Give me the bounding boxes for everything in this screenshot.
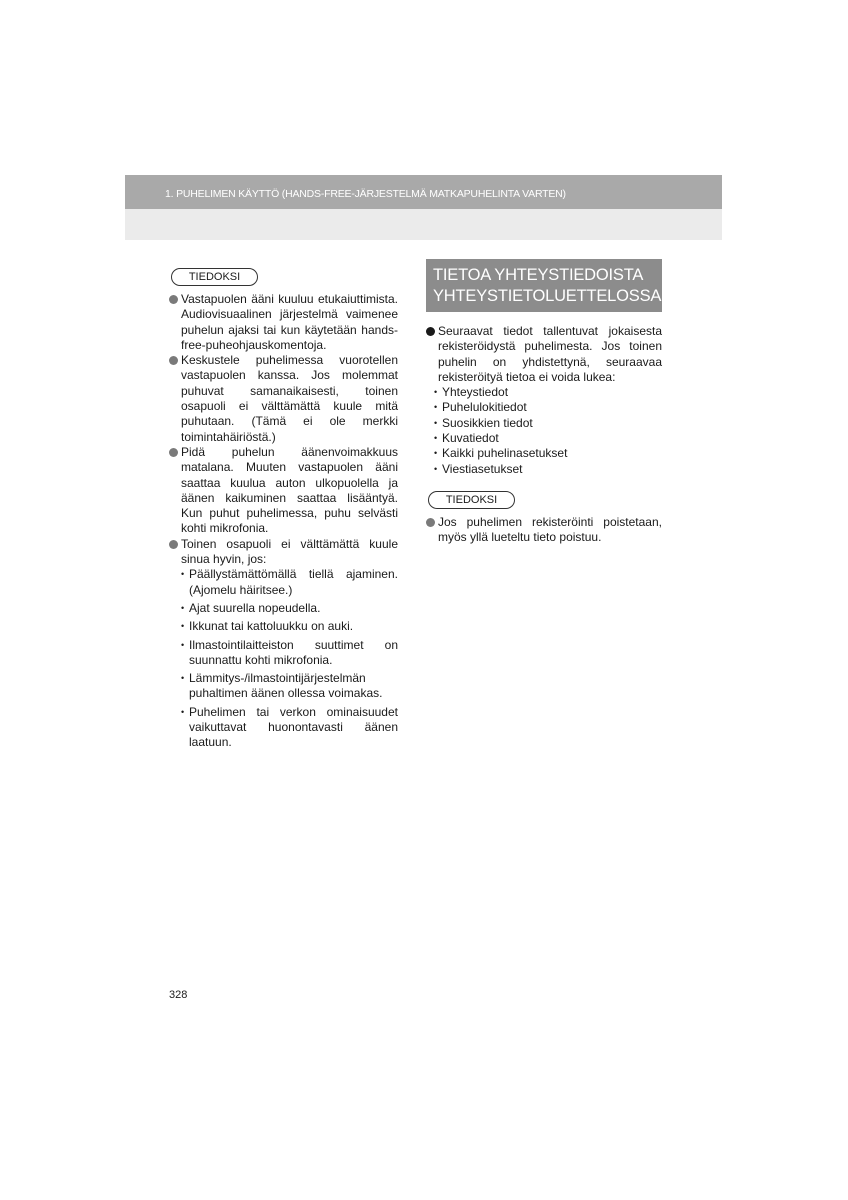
list-item: • Puhelulokitiedot [434,400,662,415]
bullet-text: Seuraavat tiedot tallentuvat jokaisesta rekisteröidystä puhelimesta. Jos toinen puhelin on yhdistettynä, seuraavaa rekisteröityä tietoa ei voida lukea: [438,324,662,384]
bullet-dot-icon [169,295,178,304]
bullet-dot-icon [426,518,435,527]
tiedoksi-tag: TIEDOKSI [428,491,515,509]
right-column [426,259,662,546]
bullet-text: Jos puhelimen rekisteröinti poistetaan, myös yllä lueteltu tieto poistuu. [438,514,662,545]
tiedoksi-tag: TIEDOKSI [171,268,258,286]
condition-list [169,567,398,750]
list-item: • Ikkunat tai kattoluukku on auki. [181,619,398,634]
bullet-text: Toinen osapuoli ei välttämättä kuule sinua hyvin, jos: [181,536,398,567]
bullet-text: Vastapuolen ääni kuuluu etukaiuttimista. Audiovisuaalinen järjestelmä vaimenee puhelun ajaksi tai kun käytetään hands-free-puheohjauskomentoja. [181,292,398,352]
bullet-dot-icon [426,327,435,336]
bullet-item [169,292,398,353]
list-item: • Lämmitys-/ilmastointijärjestelmän puhaltimen äänen ollessa voimakas. [181,671,398,702]
bullet-dot-icon [169,448,178,457]
list-item: • Suosikkien tiedot [434,416,662,431]
bullet-item [169,445,398,537]
list-item: • Ajat suurella nopeudella. [181,601,398,616]
bullet-text: Pidä puhelun äänenvoimakkuus matalana. Muuten vastapuolen ääni saattaa kuulua auton ulkopuolella ja äänen kaikuminen saattaa lisääntyä. Kun puhut puhelimessa, puhu selvästi kohti mikrofonia. [181,444,398,536]
bullet-dot-icon [169,540,178,549]
bullet-item [169,537,398,568]
header-bar [125,175,722,209]
list-item: • Viestiasetukset [434,462,662,477]
list-item: • Päällystämättömällä tiellä ajaminen. (Ajomelu häiritsee.) [181,567,398,598]
list-item: • Ilmastointilaitteiston suuttimet on suunnattu kohti mikrofonia. [181,638,398,669]
chapter-title: 1. PUHELIMEN KÄYTTÖ (HANDS-FREE-JÄRJESTELMÄ MATKAPUHELINTA VARTEN) [165,188,566,200]
header-band [125,175,722,240]
bullet-item [426,515,662,546]
list-item: • Yhteystiedot [434,385,662,400]
bullet-text: Keskustele puhelimessa vuorotellen vastapuolen kanssa. Jos molemmat puhuvat samanaikaisesti, toinen osapuoli ei välttämättä kuule mitä puhutaan. (Tämä ei ole merkki toimintahäiriöstä.) [181,353,398,444]
bullet-item [169,353,398,445]
stored-data-list [426,385,662,477]
list-item: • Kaikki puhelinasetukset [434,446,662,461]
list-item: • Kuvatiedot [434,431,662,446]
section-title: TIETOA YHTEYSTIEDOISTA YHTEYSTIETOLUETTELOSSA [426,259,662,312]
list-item: • Puhelimen tai verkon ominaisuudet vaikuttavat huonontavasti äänen laatuun. [181,705,398,751]
bullet-dot-icon [169,356,178,365]
left-column [169,268,398,754]
bullet-item [426,324,662,385]
page-number: 328 [169,989,188,1001]
